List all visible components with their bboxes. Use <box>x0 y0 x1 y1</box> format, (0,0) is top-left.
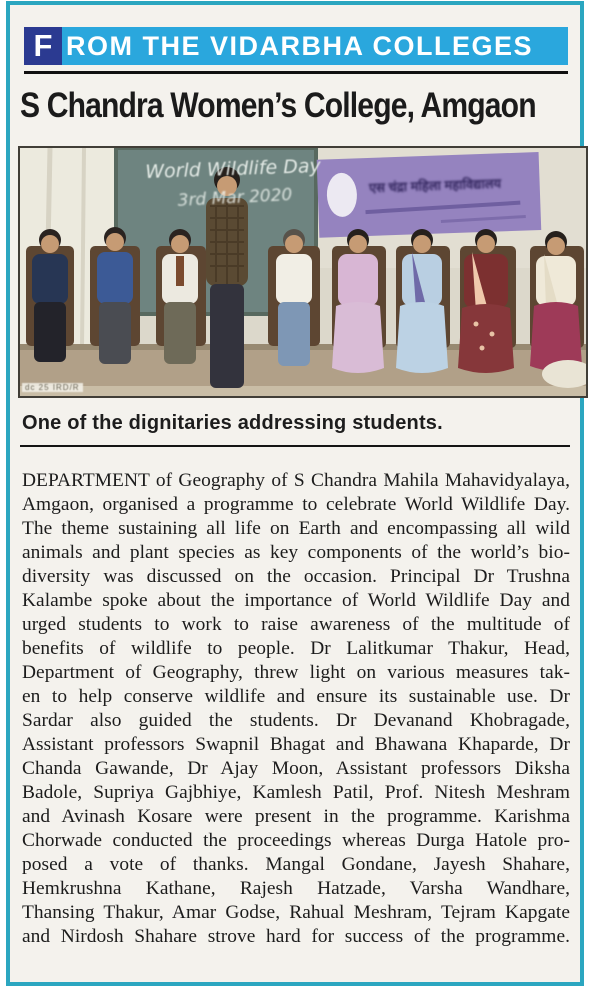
article-line: Hemkrushna Kathane, Rajesh Hatzade, Varsha Wandhare, <box>22 878 570 899</box>
article-line: Department of Geography, threw light on various measures tak- <box>22 662 570 683</box>
article-line: urged students to work to raise awareness of the multitude of <box>22 614 570 635</box>
masthead-rule <box>24 71 568 74</box>
photo-caption: One of the dignitaries addressing students. <box>22 412 443 434</box>
newspaper-clipping-frame <box>6 1 584 986</box>
article-line: DEPARTMENT of Geography of S Chandra Mahila Mahavidyalaya, <box>22 470 570 491</box>
event-photo <box>18 146 588 398</box>
article-line: diversity was discussed on the occasion. Principal Dr Trushna <box>22 566 570 587</box>
article-line: The theme sustaining all life on Earth and encompassing all wild <box>22 518 570 539</box>
article-line: en to help conserve wildlife and ensure its sustainable use. Dr <box>22 686 570 707</box>
floor-edge <box>20 386 586 396</box>
caption-rule <box>20 445 570 447</box>
masthead-initial-letter: F <box>24 27 62 65</box>
article-line: Thansing Thakur, Amar Godse, Rahual Meshram, Tejram Kapgate <box>22 902 570 923</box>
article-line: and Nirdosh Shahare strove hard for success of the programme. <box>22 926 570 947</box>
article-headline: S Chandra Women’s College, Amgaon <box>20 86 536 125</box>
article-line: Chorwade conducted the proceedings whereas Durga Hatole pro- <box>22 830 570 851</box>
article-line: Assistant professors Swapnil Bhagat and Bhawana Khaparde, Dr <box>22 734 570 755</box>
article-line: posed a vote of thanks. Mangal Gondane, Jayesh Shahare, <box>22 854 570 875</box>
article-line: Sardar also guided the students. Dr Devanand Khobragade, <box>22 710 570 731</box>
masthead-title: ROM THE VIDARBHA COLLEGES <box>62 27 568 65</box>
photo-stamp: dc 25 IRD/R <box>22 383 83 392</box>
chalkboard-text-line1: World Wildlife Day <box>144 154 322 184</box>
section-masthead <box>24 27 568 65</box>
banner-text: एस चंद्रा महिला महाविद्यालय <box>368 175 502 196</box>
article-body <box>22 469 570 949</box>
article-line: Kalambe spoke about the importance of World Wildlife Day and <box>22 590 570 611</box>
article-lines <box>22 469 570 949</box>
article-line: animals and plant species as key components of the world’s bio- <box>22 542 570 563</box>
chalkboard-text-line2: 3rd Mar 2020 <box>177 185 293 211</box>
curtain-fold <box>82 148 84 348</box>
article-line: and Avinash Kosare were present in the programme. Karishma <box>22 806 570 827</box>
article-line: benefits of wildlife to people. Dr Lalitkumar Thakur, Head, <box>22 638 570 659</box>
article-line: Chanda Gawande, Dr Ajay Moon, Assistant professors Diksha <box>22 758 570 779</box>
article-line: Amgaon, organised a programme to celebrate World Wildlife Day. <box>22 494 570 515</box>
article-line: Badole, Supriya Gajbhiye, Kamlesh Patil, Prof. Nitesh Meshram <box>22 782 570 803</box>
